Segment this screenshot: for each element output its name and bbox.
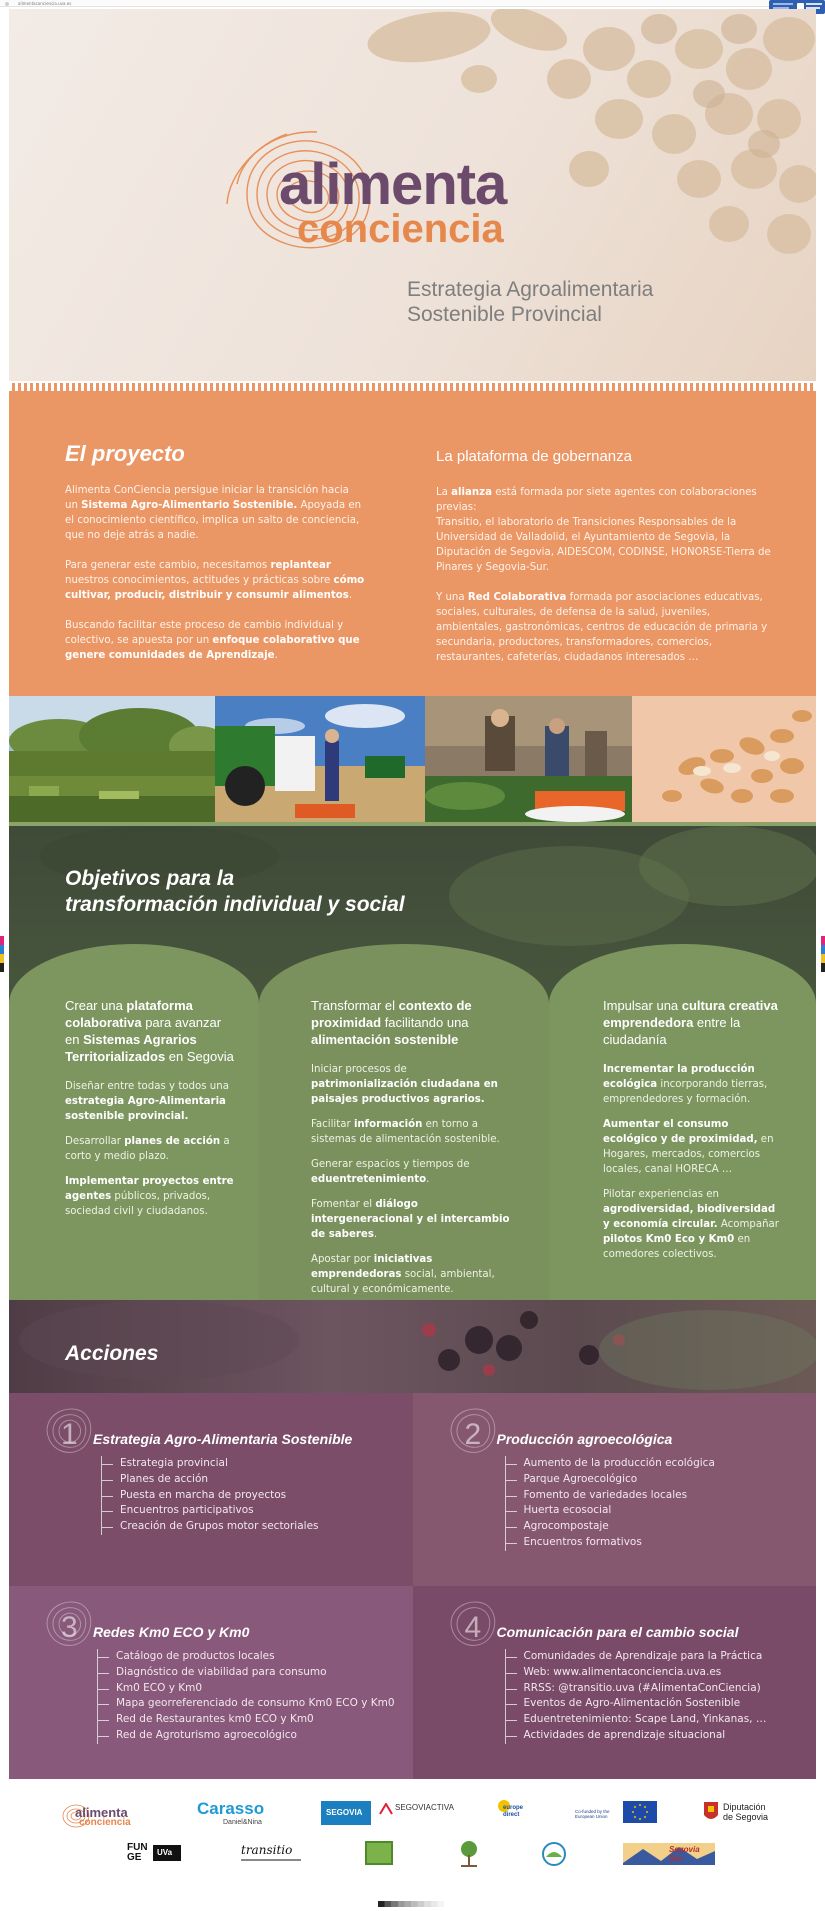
- action-list-item: Aumento de la producción ecológica: [506, 1456, 715, 1472]
- objectives-section: [9, 826, 816, 1300]
- action-number: 3: [61, 1611, 78, 1644]
- logo-alimenta: alimenta: [279, 152, 507, 217]
- actions-banner: [9, 1300, 816, 1393]
- hero-subtitle-line2: Sostenible Provincial: [407, 303, 602, 326]
- photo-market-stall: [425, 696, 632, 822]
- objective-column-1: [65, 997, 235, 1229]
- project-title: El proyecto: [65, 441, 185, 466]
- logo-segovia: SEGOVIA: [321, 1801, 371, 1825]
- hero-subtitle-line1: Estrategia Agroalimentaria: [407, 278, 654, 301]
- action-list: [505, 1456, 715, 1551]
- objective-1-item: Diseñar entre todas y todos una estrategia Agro-Alimentaria sostenible provincial.: [65, 1081, 229, 1122]
- objective-2-item: Facilitar información en torno a sistemas de alimentación sostenible.: [311, 1119, 500, 1145]
- action-list-item: Agrocompostaje: [506, 1519, 715, 1535]
- action-list-item: Red de Agroturismo agroecológico: [98, 1728, 395, 1744]
- action-number: 2: [464, 1418, 482, 1451]
- action-number: 1: [61, 1418, 78, 1451]
- partner-logos: [9, 1779, 816, 1901]
- objective-3-item: Aumentar el consumo ecológico y de proximidad, en Hogares, mercados, comercios locales, canal HORECA …: [603, 1119, 774, 1175]
- browser-menu-icon[interactable]: [5, 2, 9, 6]
- action-title: Producción agroecológica: [496, 1431, 673, 1447]
- action-list: [505, 1649, 767, 1744]
- governance-title: La plataforma de gobernanza: [436, 448, 632, 465]
- logo-conciencia: conciencia: [297, 207, 504, 251]
- browser-url[interactable]: alimentaconciencia.uva.es: [18, 1, 72, 6]
- objective-2-item: Apostar por iniciativas emprendedoras social, ambiental, cultural y económicamente.: [311, 1254, 495, 1295]
- governance-paragraph-2: Y una Red Colaborativa formada por asociaciones educativas, sociales, culturales, de defensa de la salud, juveniles, ambientales, gastronómicas, centros de educación de primaria y secundaria, productores, transformadores, comercios, restaurantes, cafeterías, ciudadanos interesados …: [436, 592, 768, 663]
- action-list-item: Creación de Grupos motor sectoriales: [102, 1519, 319, 1535]
- action-list-item: Puesta en marcha de proyectos: [102, 1488, 319, 1504]
- governance-paragraph-1: La alianza está formada por siete agentes con colaboraciones previas: Transitio, el laboratorio de Transiciones Responsables de la Universidad de Valladolid, el Ayuntamiento de Segovia, la Diputación de Segovia, AIDESCOM, CODINSE, HONORSE-Tierra de Pinares y Segovia-Sur.: [436, 487, 771, 573]
- project-paragraph-1: Alimenta ConCiencia persigue iniciar la transición hacia un Sistema Agro-Alimentario Sostenible. Apoyada en el conocimiento científico, implica un salto de conciencia, que no deje atrás a nadie.: [65, 485, 362, 541]
- action-card-1: [9, 1393, 413, 1586]
- action-list-item: RRSS: @transitio.uva (#AlimentaConCiencia): [506, 1681, 767, 1697]
- objectives-title-line1: Objetivos para la: [65, 867, 235, 890]
- project-paragraph-2: Para generar este cambio, necesitamos replantear nuestros conocimientos, actitudes y prácticas sobre cómo cultivar, producir, distribuir y consumir alimentos.: [65, 560, 365, 601]
- action-card-3: [9, 1586, 413, 1779]
- logo-carasso: Carasso Daniel&Nina: [197, 1799, 265, 1826]
- action-list-item: Diagnóstico de viabilidad para consumo: [98, 1665, 395, 1681]
- logo-funge-uva: FUN GE UVa: [127, 1841, 185, 1867]
- action-list-item: Comunidades de Aprendizaje para la Práctica: [506, 1649, 767, 1665]
- action-list-item: Parque Agroecológico: [506, 1472, 715, 1488]
- logo-alimenta-conciencia: alimenta conciencia: [61, 1801, 151, 1833]
- action-list-item: Catálogo de productos locales: [98, 1649, 395, 1665]
- action-title: Estrategia Agro-Alimentaria Sostenible: [93, 1431, 353, 1447]
- actions-grid: [9, 1393, 816, 1779]
- logo-segoviactiva: SEGOVIACTIVA: [379, 1801, 449, 1827]
- action-list-item: Estrategia provincial: [102, 1456, 319, 1472]
- photo-strip: [9, 696, 816, 822]
- objective-3-item: Pilotar experiencias en agrodiversidad, biodiversidad y economía circular. Acompañar pilotos Km0 Eco y Km0 en comedores colectivos.: [603, 1189, 779, 1260]
- action-list-item: Eduentretenimiento: Scape Land, Yinkanas, …: [506, 1712, 767, 1728]
- action-list-item: Actividades de aprendizaje situacional: [506, 1728, 767, 1744]
- logo-european-union: Co-funded by the European Union: [575, 1801, 659, 1825]
- hero-subtitle: [407, 277, 687, 327]
- photo-farmer-tractor: [215, 696, 425, 822]
- action-title: Redes Km0 ECO y Km0: [93, 1624, 250, 1640]
- project-section: [9, 381, 816, 696]
- objective-3-lead: Impulsar una cultura creativa emprendedora entre la ciudadanía: [603, 998, 778, 1047]
- logo-europe-direct: europe direct: [497, 1799, 533, 1829]
- logo-circle-association: [541, 1841, 567, 1867]
- project-column: [65, 441, 365, 678]
- action-list-item: Planes de acción: [102, 1472, 319, 1488]
- objective-2-lead: Transformar el contexto de proximidad facilitando una alimentación sostenible: [311, 998, 472, 1047]
- action-list-item: Encuentros formativos: [506, 1535, 715, 1551]
- logo-transitio: transitio: [241, 1843, 305, 1867]
- poster: [9, 9, 816, 1901]
- objective-2-item: Generar espacios y tiempos de eduentretenimiento.: [311, 1159, 470, 1185]
- objective-2-item: Iniciar procesos de patrimonialización ciudadana en paisajes productivos agrarios.: [311, 1064, 498, 1105]
- print-color-marks-left: [0, 936, 4, 972]
- action-number: 4: [464, 1611, 482, 1644]
- action-list-item: Km0 ECO y Km0: [98, 1681, 395, 1697]
- decorative-strip: [9, 381, 816, 391]
- action-list: [101, 1456, 319, 1535]
- governance-column: [436, 441, 776, 680]
- print-grayscale-bar: [378, 1901, 444, 1907]
- objectives-title: [65, 866, 485, 918]
- action-card-4: [413, 1586, 817, 1779]
- action-list-item: Fomento de variedades locales: [506, 1488, 715, 1504]
- hero-section: [9, 9, 816, 381]
- objective-column-2: [311, 997, 516, 1300]
- print-color-marks-right: [821, 936, 825, 972]
- action-list-item: Mapa georreferenciado de consumo Km0 ECO y Km0: [98, 1696, 395, 1712]
- action-list-item: Eventos de Agro-Alimentación Sostenible: [506, 1696, 767, 1712]
- objective-column-3: [603, 997, 783, 1272]
- action-card-2: [413, 1393, 817, 1586]
- objective-1-lead: Crear una plataforma colaborativa para avanzar en Sistemas Agrarios Territorializados en Segovia: [65, 998, 234, 1064]
- action-list: [97, 1649, 395, 1744]
- logo-green-association: [365, 1841, 393, 1865]
- action-list-item: Red de Restaurantes km0 ECO y Km0: [98, 1712, 395, 1728]
- logo-tree-association: [457, 1839, 481, 1869]
- action-list-item: Huerta ecosocial: [506, 1503, 715, 1519]
- objective-3-item: Incrementar la producción ecológica incorporando tierras, emprendedores y formación.: [603, 1064, 768, 1105]
- objective-1-item: Desarrollar planes de acción a corto y medio plazo.: [65, 1136, 230, 1162]
- objective-2-item: Fomentar el diálogo intergeneracional y el intercambio de saberes.: [311, 1199, 510, 1240]
- objectives-title-line2: transformación individual y social: [65, 893, 405, 916]
- action-list-item: Web: www.alimentaconciencia.uva.es: [506, 1665, 767, 1681]
- project-paragraph-3: Buscando facilitar este proceso de cambio individual y colectivo, se apuesta por un enfoque colaborativo que genere comunidades de Aprendizaje.: [65, 620, 360, 661]
- action-title: Comunicación para el cambio social: [496, 1624, 739, 1640]
- browser-toolbar: [0, 0, 825, 7]
- photo-garden: [9, 696, 215, 822]
- action-list-item: Encuentros participativos: [102, 1503, 319, 1519]
- actions-title: Acciones: [65, 1342, 159, 1365]
- logo-diputacion-segovia: Diputación de Segovia: [703, 1799, 773, 1827]
- objective-1-item: Implementar proyectos entre agentes públicos, privados, sociedad civil y ciudadanos.: [65, 1176, 234, 1217]
- logo-segovia-sur: Segovia Sur: [623, 1843, 715, 1865]
- photo-beans: [632, 696, 816, 822]
